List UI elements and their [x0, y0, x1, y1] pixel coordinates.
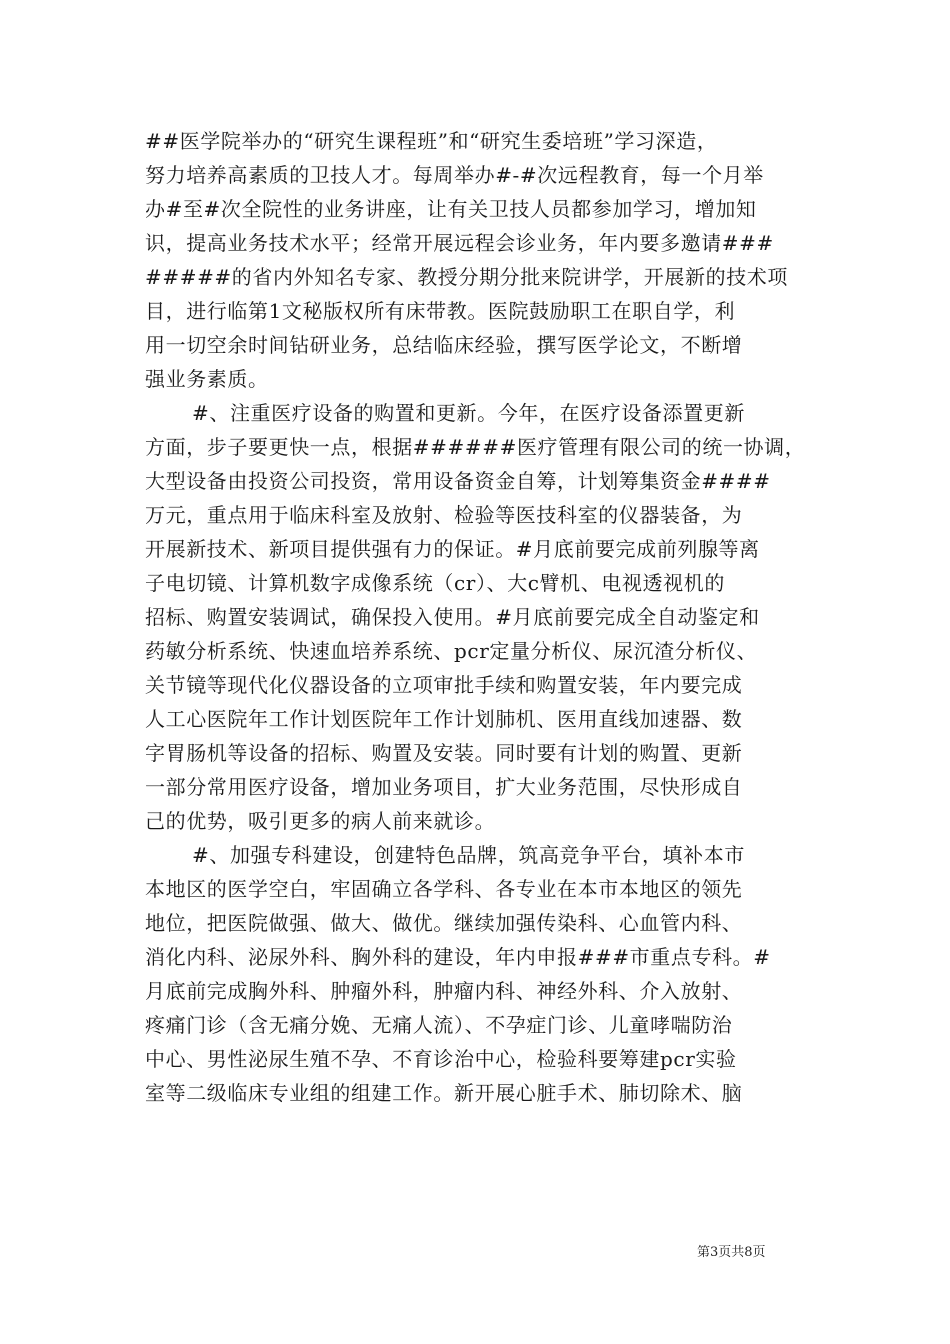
- text-line: 开展新技术、新项目提供强有力的保证。#月底前要完成前列腺等离: [145, 537, 760, 561]
- text-line: 目，进行临第1文秘版权所有床带教。医院鼓励职工在职自学，利: [145, 299, 736, 323]
- text-line: 室等二级临床专业组的组建工作。新开展心脏手术、肺切除术、脑: [145, 1081, 743, 1105]
- text-line: 用一切空余时间钻研业务，总结临床经验，撰写医学论文，不断增: [145, 333, 743, 357]
- text-line: 字胃肠机等设备的招标、购置及安装。同时要有计划的购置、更新: [145, 741, 743, 765]
- text-line: 识，提高业务技术水平；经常开展远程会诊业务，年内要多邀请###: [145, 231, 774, 255]
- text-line: 方面，步子要更快一点，根据######医疗管理有限公司的统一协调，: [145, 435, 806, 459]
- text-line: 关节镜等现代化仪器设备的立项审批手续和购置安装，年内要完成: [145, 673, 743, 697]
- text-line: 子电切镜、计算机数字成像系统（cr）、大c臂机、电视透视机的: [145, 571, 725, 595]
- text-line: 药敏分析系统、快速血培养系统、pcr定量分析仪、尿沉渣分析仪、: [145, 639, 758, 663]
- paragraph-start-line: #、加强专科建设，创建特色品牌，筑高竞争平台，填补本市: [192, 843, 745, 867]
- text-line: 办#至#次全院性的业务讲座，让有关卫技人员都参加学习，增加知: [145, 197, 757, 221]
- text-line: 人工心医院年工作计划医院年工作计划肺机、医用直线加速器、数: [145, 707, 743, 731]
- text-line: 招标、购置安装调试，确保投入使用。#月底前要完成全自动鉴定和: [145, 605, 760, 629]
- text-line: 努力培养高素质的卫技人才。每周举办#-#次远程教育，每一个月举: [145, 163, 764, 187]
- text-line: 中心、男性泌尿生殖不孕、不育诊治中心，检验科要筹建pcr实验: [145, 1047, 737, 1071]
- text-line: 消化内科、泌尿外科、胸外科的建设，年内申报###市重点专科。#: [145, 945, 771, 969]
- text-line: 万元，重点用于临床科室及放射、检验等医技科室的仪器装备，为: [145, 503, 743, 527]
- text-line: 月底前完成胸外科、肿瘤外科，肿瘤内科、神经外科、介入放射、: [145, 979, 743, 1003]
- text-line: 一部分常用医疗设备，增加业务项目，扩大业务范围，尽快形成自: [145, 775, 743, 799]
- paragraph-start-line: #、注重医疗设备的购置和更新。今年，在医疗设备添置更新: [192, 401, 745, 425]
- text-line: 己的优势，吸引更多的病人前来就诊。: [145, 809, 496, 833]
- text-line: 强业务素质。: [145, 367, 269, 391]
- text-line: ##医学院举办的“研究生课程班”和“研究生委培班”学习深造，: [145, 129, 718, 153]
- text-line: #####的省内外知名专家、教授分期分批来院讲学，开展新的技术项: [145, 265, 788, 289]
- page-number: 第3页共8页: [697, 1245, 766, 1260]
- text-line: 疼痛门诊（含无痛分娩、无痛人流）、不孕症门诊、儿童哮喘防治: [145, 1013, 733, 1037]
- text-line: 大型设备由投资公司投资，常用设备资金自筹，计划筹集资金####: [145, 469, 771, 493]
- text-line: 地位，把医院做强、做大、做优。继续加强传染科、心血管内科、: [145, 911, 743, 935]
- text-line: 本地区的医学空白，牢固确立各学科、各专业在本市本地区的领先: [145, 877, 743, 901]
